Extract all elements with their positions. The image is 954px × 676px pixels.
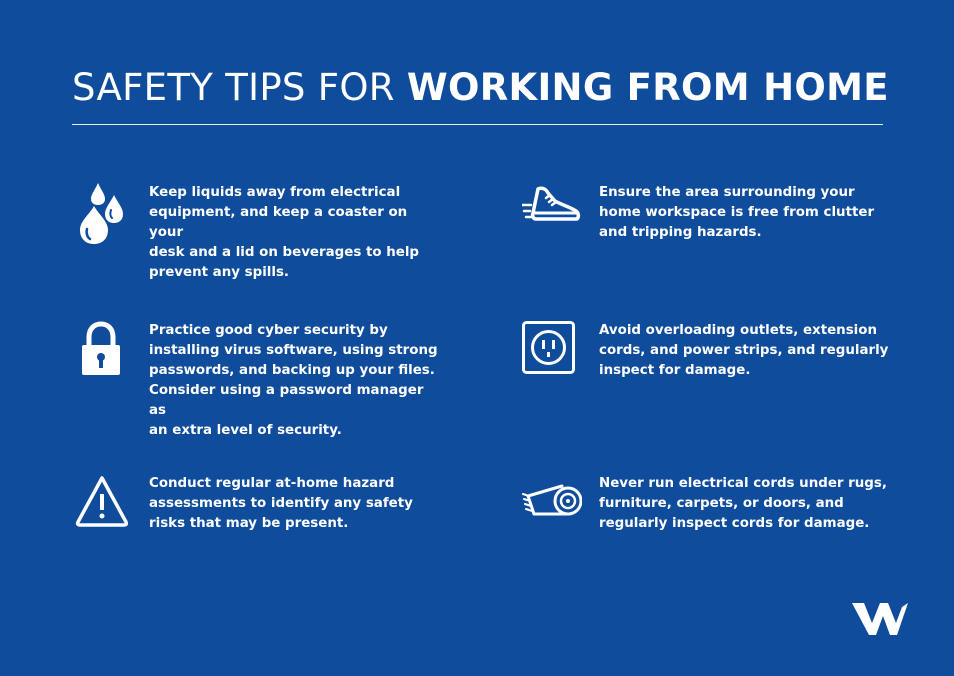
warning-triangle-icon [72,474,128,534]
tip-text: Practice good cyber security by installing virus software, using strong passwords, and backing up your files. Consider using a password manager as an extra level of security. [149,323,438,438]
title-light: SAFETY TIPS FOR [72,66,407,109]
water-drops-icon [72,183,128,243]
tip-text: Keep liquids away from electrical equipment, and keep a coaster on your desk and a lid on beverages to help prevent any spills. [149,185,420,280]
rolled-rug-icon [522,474,578,534]
padlock-icon [72,321,128,381]
power-outlet-icon [522,321,578,381]
title-bold: WORKING FROM HOME [406,66,889,109]
tip-text: Ensure the area surrounding your home workspace is free from clutter and tripping hazards. [599,185,875,240]
running-shoe-icon [522,183,578,243]
title-divider [72,124,883,125]
tip-text: Avoid overloading outlets, extension cords, and power strips, and regularly inspect for damage. [599,323,889,378]
w-logo-icon [852,601,910,637]
tip-text: Conduct regular at-home hazard assessments to identify any safety risks that may be present. [149,476,413,531]
page-title [72,66,889,110]
tip-text: Never run electrical cords under rugs, furniture, carpets, or doors, and regularly inspect cords for damage. [599,476,887,531]
